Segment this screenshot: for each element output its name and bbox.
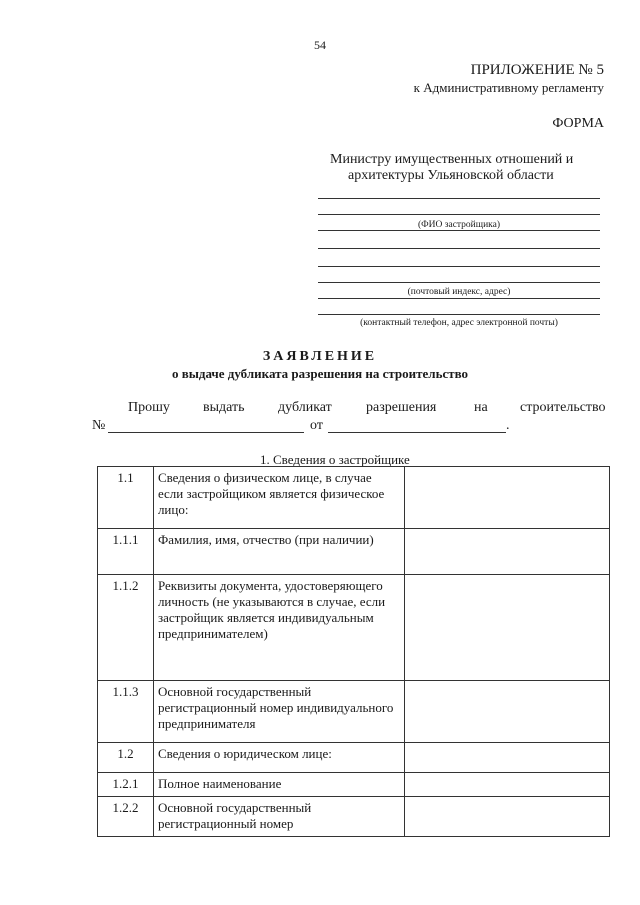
request-word: разрешения bbox=[366, 400, 437, 415]
row-description: Реквизиты документа, удостоверяющего личность (не указываются в случае, если застройщик является индивидуальным предпринимателем) bbox=[153, 575, 404, 681]
table-row bbox=[98, 797, 610, 837]
fill-line[interactable] bbox=[318, 298, 600, 299]
row-description: Сведения о физическом лице, в случае если застройщиком является физическое лицо: bbox=[153, 467, 404, 529]
postal-caption: (почтовый индекс, адрес) bbox=[407, 287, 511, 297]
request-word: Прошу bbox=[128, 400, 170, 415]
row-number: 1.1.3 bbox=[98, 681, 154, 743]
request-word: дубликат bbox=[278, 400, 332, 415]
permit-number-field[interactable] bbox=[108, 432, 304, 433]
section-title: 1. Сведения о застройщике bbox=[260, 452, 410, 467]
fio-caption: (ФИО застройщика) bbox=[417, 220, 501, 230]
appendix-reference: к Административному регламенту bbox=[413, 80, 604, 95]
row-value-cell[interactable] bbox=[404, 743, 609, 773]
number-sign: № bbox=[92, 418, 106, 433]
row-value-cell[interactable] bbox=[404, 529, 609, 575]
date-from-label: от bbox=[310, 418, 323, 433]
row-number: 1.1.1 bbox=[98, 529, 154, 575]
row-number: 1.2.1 bbox=[98, 773, 154, 797]
document-title: ЗАЯВЛЕНИЕ bbox=[262, 349, 378, 364]
fill-line[interactable] bbox=[318, 282, 600, 283]
row-description: Полное наименование bbox=[153, 773, 404, 797]
row-description: Сведения о юридическом лице: bbox=[153, 743, 404, 773]
permit-date-field[interactable] bbox=[328, 432, 506, 433]
row-value-cell[interactable] bbox=[404, 797, 609, 837]
row-number: 1.1 bbox=[98, 467, 154, 529]
appendix-label: ПРИЛОЖЕНИЕ № 5 bbox=[470, 62, 604, 78]
table-row bbox=[98, 467, 610, 529]
row-number: 1.2.2 bbox=[98, 797, 154, 837]
applicant-info-table bbox=[97, 466, 610, 837]
fill-line[interactable] bbox=[318, 248, 600, 249]
contact-caption: (контактный телефон, адрес электронной почты) bbox=[360, 318, 558, 328]
document-subtitle: о выдаче дубликата разрешения на строительство bbox=[171, 366, 469, 381]
fill-line[interactable] bbox=[318, 314, 600, 315]
table-row bbox=[98, 773, 610, 797]
form-label: ФОРМА bbox=[552, 116, 604, 131]
table-row bbox=[98, 529, 610, 575]
row-value-cell[interactable] bbox=[404, 575, 609, 681]
request-word: выдать bbox=[203, 400, 245, 415]
row-description: Основной государственный регистрационный номер индивидуального предпринимателя bbox=[153, 681, 404, 743]
row-description: Фамилия, имя, отчество (при наличии) bbox=[153, 529, 404, 575]
fill-line[interactable] bbox=[318, 266, 600, 267]
addressee-line-2: архитектуры Ульяновской области bbox=[348, 168, 554, 183]
row-value-cell[interactable] bbox=[404, 467, 609, 529]
table-row bbox=[98, 743, 610, 773]
addressee-line-1: Министру имущественных отношений и bbox=[330, 152, 574, 167]
sentence-period: . bbox=[506, 418, 510, 433]
page-number: 54 bbox=[314, 38, 326, 52]
request-word: строительство bbox=[520, 400, 606, 415]
fill-line[interactable] bbox=[318, 198, 600, 199]
fill-line[interactable] bbox=[318, 214, 600, 215]
row-number: 1.2 bbox=[98, 743, 154, 773]
table-row bbox=[98, 575, 610, 681]
row-value-cell[interactable] bbox=[404, 773, 609, 797]
table-row bbox=[98, 681, 610, 743]
row-description: Основной государственный регистрационный номер bbox=[153, 797, 404, 837]
request-word: на bbox=[474, 400, 488, 415]
row-number: 1.1.2 bbox=[98, 575, 154, 681]
fill-line[interactable] bbox=[318, 230, 600, 231]
row-value-cell[interactable] bbox=[404, 681, 609, 743]
